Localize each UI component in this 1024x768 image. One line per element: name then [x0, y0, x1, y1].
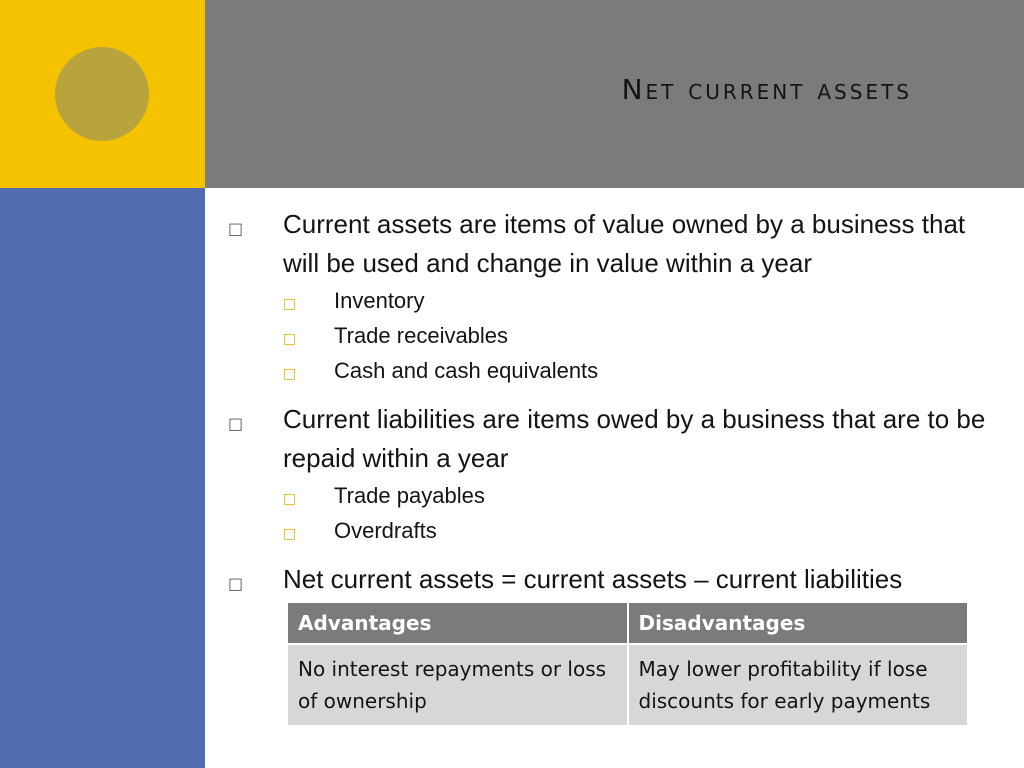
bullet-text: Current assets are items of value owned by a business that will be used and change in value within a year [283, 209, 966, 278]
accent-blue-panel [0, 188, 205, 768]
list-item [228, 513, 1008, 548]
bullet-net-current-assets [228, 560, 1008, 599]
header-advantages: Advantages [288, 603, 627, 643]
slide-title: Net current assets [621, 73, 912, 106]
list-item-text: Overdrafts [334, 518, 437, 543]
advantages-table [286, 601, 969, 727]
decorative-circle [55, 47, 149, 141]
list-item-text: Cash and cash equivalents [334, 358, 599, 383]
square-sub-bullet-icon: □ [283, 366, 297, 382]
square-sub-bullet-icon: □ [283, 331, 297, 347]
square-bullet-icon: □ [228, 574, 244, 593]
list-item-text: Trade payables [334, 483, 485, 508]
square-bullet-icon: □ [228, 219, 244, 238]
list-item [228, 353, 1008, 388]
bullet-current-assets [228, 205, 1008, 283]
cell-disadvantage: May lower profitability if lose discounts for early payments [629, 645, 968, 725]
list-item [228, 478, 1008, 513]
list-item [228, 318, 1008, 353]
sub-list-current-assets [228, 283, 1008, 388]
bullet-current-liabilities [228, 400, 1008, 478]
list-item-text: Trade receivables [334, 323, 509, 348]
list-item-text: Inventory [334, 288, 425, 313]
sub-list-current-liabilities [228, 478, 1008, 548]
square-sub-bullet-icon: □ [283, 526, 297, 542]
square-sub-bullet-icon: □ [283, 491, 297, 507]
cell-advantage: No interest repayments or loss of ownership [288, 645, 627, 725]
square-sub-bullet-icon: □ [283, 296, 297, 312]
square-bullet-icon: □ [228, 414, 244, 433]
bullet-text: Net current assets = current assets – current liabilities [283, 564, 903, 594]
bullet-text: Current liabilities are items owed by a business that are to be repaid within a year [283, 404, 986, 473]
table-header-row [288, 603, 967, 643]
list-item [228, 283, 1008, 318]
header-disadvantages: Disadvantages [629, 603, 968, 643]
slide-content [228, 205, 1008, 599]
table-row [288, 645, 967, 725]
